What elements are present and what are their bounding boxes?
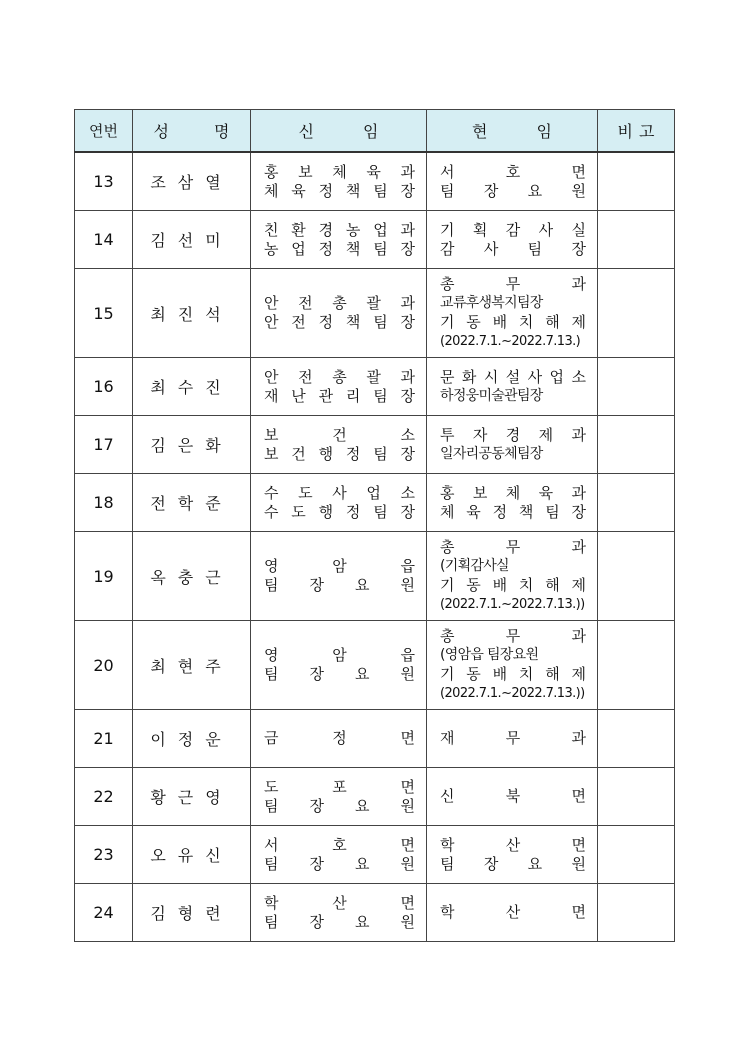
remarks-cell — [598, 152, 675, 211]
current-post-line: 학 산 면 — [440, 903, 586, 921]
table-row — [75, 358, 675, 416]
header-name: 성 명 — [133, 110, 251, 153]
current-post-cell — [427, 884, 598, 942]
new-post-line: 재 난 관 리 팀 장 — [264, 386, 415, 405]
personnel-table — [74, 109, 675, 942]
new-post-line: 서 호 면 — [264, 835, 415, 854]
person-name: 최진석 — [133, 269, 251, 358]
new-post-line: 팀 장 요 원 — [264, 665, 415, 683]
table-row — [75, 532, 675, 621]
new-post-line: 수 도 사 업 소 — [264, 483, 415, 502]
current-post-cell — [427, 152, 598, 211]
person-name: 최현주 — [133, 621, 251, 710]
current-post-line: 팀 장 요 원 — [440, 854, 586, 873]
current-post-line: 교류후생복지팀장 — [440, 295, 543, 311]
current-post-line: 신 북 면 — [440, 787, 586, 805]
person-name: 이정운 — [133, 710, 251, 768]
current-post-cell — [427, 416, 598, 474]
new-post-line: 팀 장 요 원 — [264, 854, 415, 873]
new-post-line: 홍 보 체 육 과 — [264, 162, 415, 181]
table-row — [75, 416, 675, 474]
remarks-cell — [598, 211, 675, 269]
row-number: 15 — [75, 269, 133, 358]
table-row — [75, 474, 675, 532]
row-number: 17 — [75, 416, 133, 474]
current-post-line: (영암읍 팀장요원 — [440, 647, 539, 663]
new-post-line: 도 포 면 — [264, 777, 415, 796]
new-post-line: 팀 장 요 원 — [264, 912, 415, 931]
new-post-cell — [251, 269, 427, 358]
current-post-cell — [427, 532, 598, 621]
new-post-line: 팀 장 요 원 — [264, 576, 415, 594]
table-row — [75, 884, 675, 942]
remarks-cell — [598, 416, 675, 474]
new-post-line: 금 정 면 — [264, 729, 415, 747]
current-post-line: 총 무 과 — [440, 275, 586, 293]
new-post-line: 보 건 행 정 팀 장 — [264, 444, 415, 463]
new-post-cell — [251, 152, 427, 211]
current-post-line: (2022.7.1.~2022.7.13.)) — [440, 686, 585, 701]
new-post-line: 농 업 정 책 팀 장 — [264, 239, 415, 258]
table-row — [75, 211, 675, 269]
current-post-line: 총 무 과 — [440, 538, 586, 556]
current-post-cell — [427, 621, 598, 710]
person-name: 김은화 — [133, 416, 251, 474]
current-post-cell — [427, 358, 598, 416]
new-post-cell — [251, 416, 427, 474]
table-row — [75, 152, 675, 211]
current-post-line: 문 화 시 설 사 업 소 — [440, 367, 586, 386]
remarks-cell — [598, 269, 675, 358]
new-post-line: 체 육 정 책 팀 장 — [264, 181, 415, 200]
row-number: 23 — [75, 826, 133, 884]
current-post-cell — [427, 768, 598, 826]
person-name: 황근영 — [133, 768, 251, 826]
new-post-cell — [251, 710, 427, 768]
person-name: 최수진 — [133, 358, 251, 416]
current-post-cell — [427, 269, 598, 358]
new-post-cell — [251, 826, 427, 884]
header-no: 연번 — [75, 110, 133, 153]
remarks-cell — [598, 710, 675, 768]
new-post-cell — [251, 884, 427, 942]
person-name: 오유신 — [133, 826, 251, 884]
current-post-cell — [427, 826, 598, 884]
new-post-line: 안 전 정 책 팀 장 — [264, 313, 415, 331]
new-post-cell — [251, 474, 427, 532]
row-number: 16 — [75, 358, 133, 416]
header-row — [75, 110, 675, 153]
current-post-line: 팀 장 요 원 — [440, 181, 586, 200]
header-new-post: 신 임 — [251, 110, 427, 153]
row-number: 19 — [75, 532, 133, 621]
table-row — [75, 710, 675, 768]
current-post-line: 재 무 과 — [440, 729, 586, 747]
new-post-line: 영 암 읍 — [264, 557, 415, 575]
table-row — [75, 621, 675, 710]
current-post-line: (기획감사실 — [440, 558, 509, 574]
new-post-cell — [251, 621, 427, 710]
new-post-line: 수 도 행 정 팀 장 — [264, 502, 415, 521]
new-post-line: 팀 장 요 원 — [264, 796, 415, 815]
current-post-line: 하정웅미술관팀장 — [440, 387, 543, 404]
person-name: 조삼열 — [133, 152, 251, 211]
current-post-cell — [427, 474, 598, 532]
new-post-line: 친 환 경 농 업 과 — [264, 220, 415, 239]
new-post-line: 안 전 총 괄 과 — [264, 367, 415, 386]
person-name: 전학준 — [133, 474, 251, 532]
person-name: 김선미 — [133, 211, 251, 269]
person-name: 옥충근 — [133, 532, 251, 621]
current-post-line: (2022.7.1.~2022.7.13.)) — [440, 597, 585, 612]
remarks-cell — [598, 768, 675, 826]
remarks-cell — [598, 474, 675, 532]
table-row — [75, 768, 675, 826]
current-post-line: 일자리공동체팀장 — [440, 445, 543, 462]
current-post-line: 기 동 배 치 해 제 — [440, 313, 586, 331]
table-row — [75, 826, 675, 884]
remarks-cell — [598, 532, 675, 621]
remarks-cell — [598, 884, 675, 942]
new-post-line: 영 암 읍 — [264, 646, 415, 664]
remarks-cell — [598, 826, 675, 884]
current-post-cell — [427, 211, 598, 269]
current-post-line: 기 획 감 사 실 — [440, 220, 586, 239]
row-number: 24 — [75, 884, 133, 942]
current-post-line: 체 육 정 책 팀 장 — [440, 502, 586, 521]
current-post-line: 홍 보 체 육 과 — [440, 483, 586, 502]
current-post-line: 학 산 면 — [440, 835, 586, 854]
current-post-line: 기 동 배 치 해 제 — [440, 576, 586, 594]
person-name: 김형련 — [133, 884, 251, 942]
header-current-post: 현 임 — [427, 110, 598, 153]
new-post-cell — [251, 358, 427, 416]
remarks-cell — [598, 621, 675, 710]
row-number: 13 — [75, 152, 133, 211]
table-row — [75, 269, 675, 358]
current-post-line: 투 자 경 제 과 — [440, 425, 586, 444]
row-number: 21 — [75, 710, 133, 768]
current-post-line: 기 동 배 치 해 제 — [440, 665, 586, 683]
current-post-cell — [427, 710, 598, 768]
new-post-line: 학 산 면 — [264, 893, 415, 912]
new-post-cell — [251, 211, 427, 269]
current-post-line: 총 무 과 — [440, 627, 586, 645]
current-post-line: (2022.7.1.~2022.7.13.) — [440, 334, 581, 349]
current-post-line: 서 호 면 — [440, 162, 586, 181]
row-number: 14 — [75, 211, 133, 269]
new-post-cell — [251, 532, 427, 621]
row-number: 20 — [75, 621, 133, 710]
remarks-cell — [598, 358, 675, 416]
new-post-line: 안 전 총 괄 과 — [264, 294, 415, 312]
new-post-cell — [251, 768, 427, 826]
current-post-line: 감 사 팀 장 — [440, 239, 586, 258]
header-remarks: 비고 — [598, 110, 675, 153]
table-body — [75, 152, 675, 942]
row-number: 18 — [75, 474, 133, 532]
row-number: 22 — [75, 768, 133, 826]
new-post-line: 보 건 소 — [264, 425, 415, 444]
